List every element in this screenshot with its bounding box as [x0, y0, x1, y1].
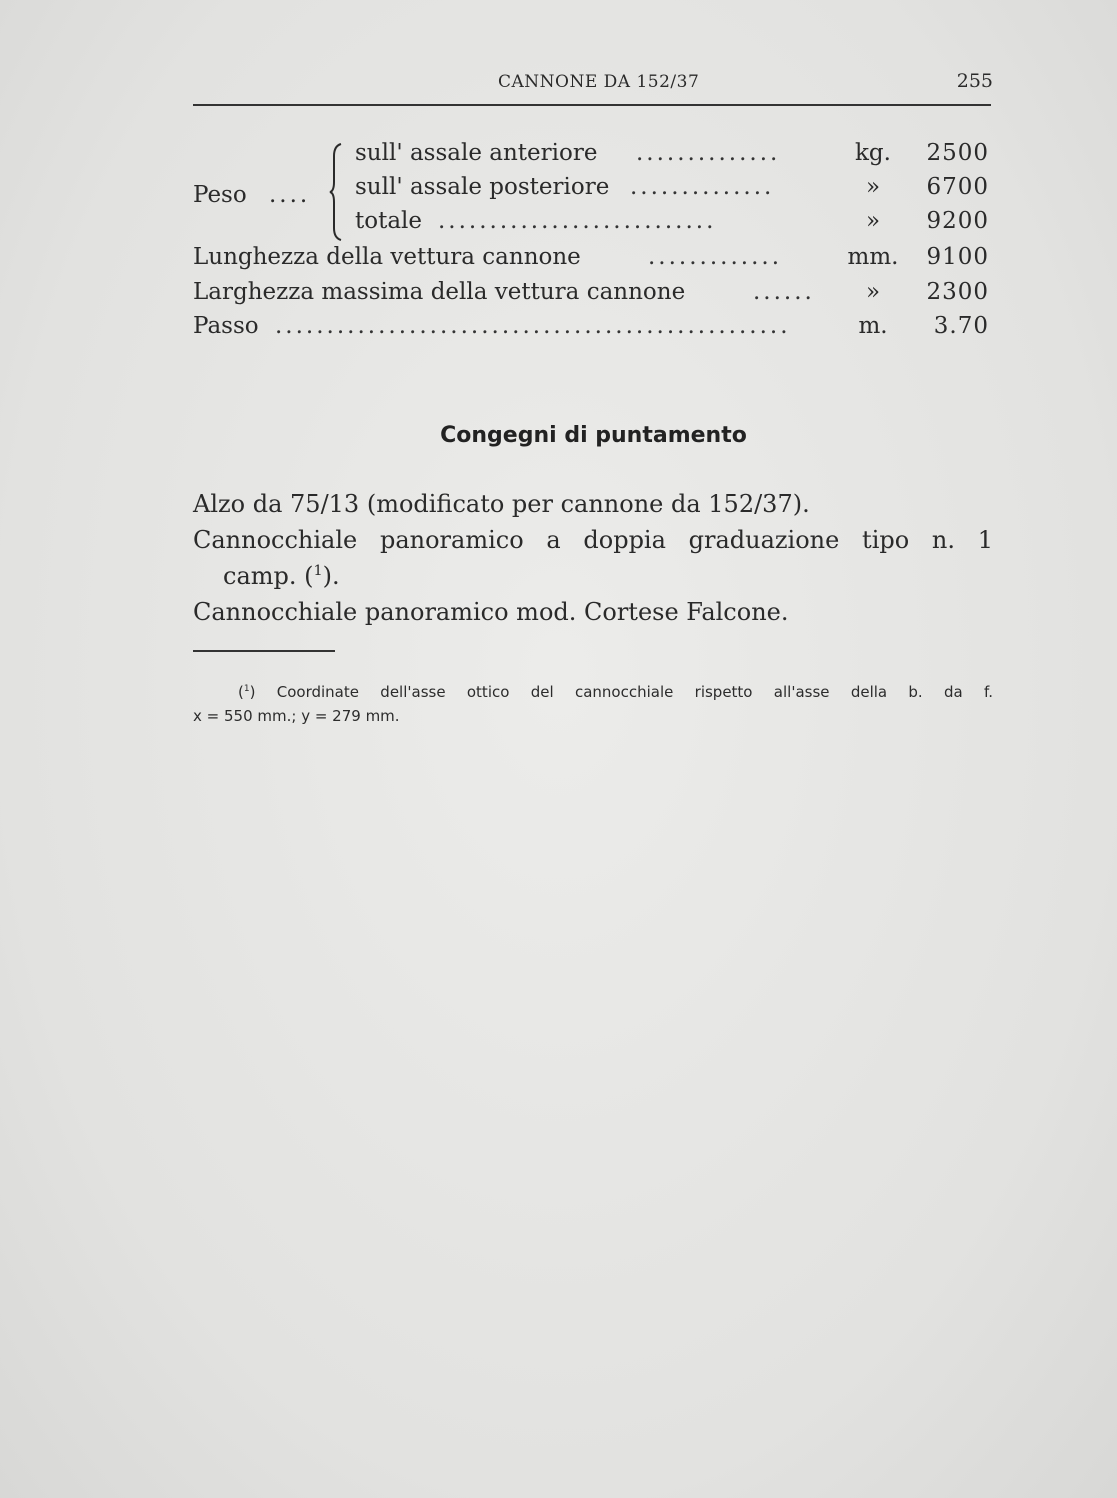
footnote-rule: [193, 650, 335, 652]
spec-value: 3.70: [933, 313, 989, 339]
spec-row-assale-posteriore: [193, 174, 993, 208]
paragraph-alzo: Alzo da 75/13 (modificato per cannone da 152/37).: [193, 490, 810, 518]
spec-row-totale: [193, 208, 993, 242]
footnote: [193, 680, 993, 728]
paragraph-cortese-falcone: Cannocchiale panoramico mod. Cortese Falcone.: [193, 598, 789, 626]
spec-unit: m.: [858, 313, 888, 339]
footnote-line2: x = 550 mm.; y = 279 mm.: [193, 707, 400, 725]
body-text: [193, 486, 993, 630]
spec-value: 6700: [926, 174, 989, 200]
header-rule: [193, 104, 991, 106]
spec-row-assale-anteriore: [193, 140, 993, 174]
peso-label: Peso: [193, 182, 247, 208]
spec-label: Lunghezza della vettura cannone: [193, 244, 581, 270]
leader-dots: ...........................: [438, 208, 717, 234]
running-title: CANNONE DA 152/37: [498, 72, 700, 92]
spec-row-larghezza: [193, 279, 993, 313]
footnote-line1: ($^1$) Coordinate dell'asse ottico del cannocchiale rispetto all'asse della b. da f.: [238, 683, 993, 701]
leader-dots: ......: [753, 279, 815, 305]
leader-dots: .............: [648, 244, 783, 270]
footnote-text: ) Coordinate dell'asse ottico del cannocchiale rispetto all'asse della b. da f.: [249, 683, 993, 701]
spec-label: sull' assale anteriore: [355, 140, 598, 166]
spec-unit: mm.: [847, 244, 899, 270]
spec-label: totale: [355, 208, 423, 234]
footnote-marker: 1: [243, 684, 250, 694]
spec-label: Passo: [193, 313, 259, 339]
spec-row-passo: [193, 313, 993, 347]
spec-row-lunghezza: [193, 244, 993, 278]
peso-dots: ....: [269, 182, 311, 208]
spec-unit: »: [865, 174, 881, 200]
leader-dots: ..............: [636, 140, 781, 166]
page-header: [193, 70, 993, 98]
camp-text: camp. (: [223, 562, 314, 590]
leader-dots: ..................................................: [275, 313, 791, 339]
spec-value: 9100: [926, 244, 989, 270]
spec-value: 2300: [926, 279, 989, 305]
paragraph-cannocchiale-line1: Cannocchiale panoramico a doppia graduazione tipo n. 1: [193, 526, 993, 554]
spec-unit: »: [865, 208, 881, 234]
spec-value: 2500: [926, 140, 989, 166]
spec-value: 9200: [926, 208, 989, 234]
paragraph-cannocchiale-line2: [193, 558, 993, 594]
leader-dots: ..............: [630, 174, 775, 200]
spec-label: Larghezza massima della vettura cannone: [193, 279, 686, 305]
camp-end: ).: [322, 562, 340, 590]
spec-label: sull' assale posteriore: [355, 174, 610, 200]
spec-unit: »: [865, 279, 881, 305]
footnote-ref: 1: [313, 563, 323, 579]
spec-unit: kg.: [855, 140, 891, 166]
page-number: 255: [956, 70, 993, 92]
section-title: Congegni di puntamento: [440, 423, 747, 448]
